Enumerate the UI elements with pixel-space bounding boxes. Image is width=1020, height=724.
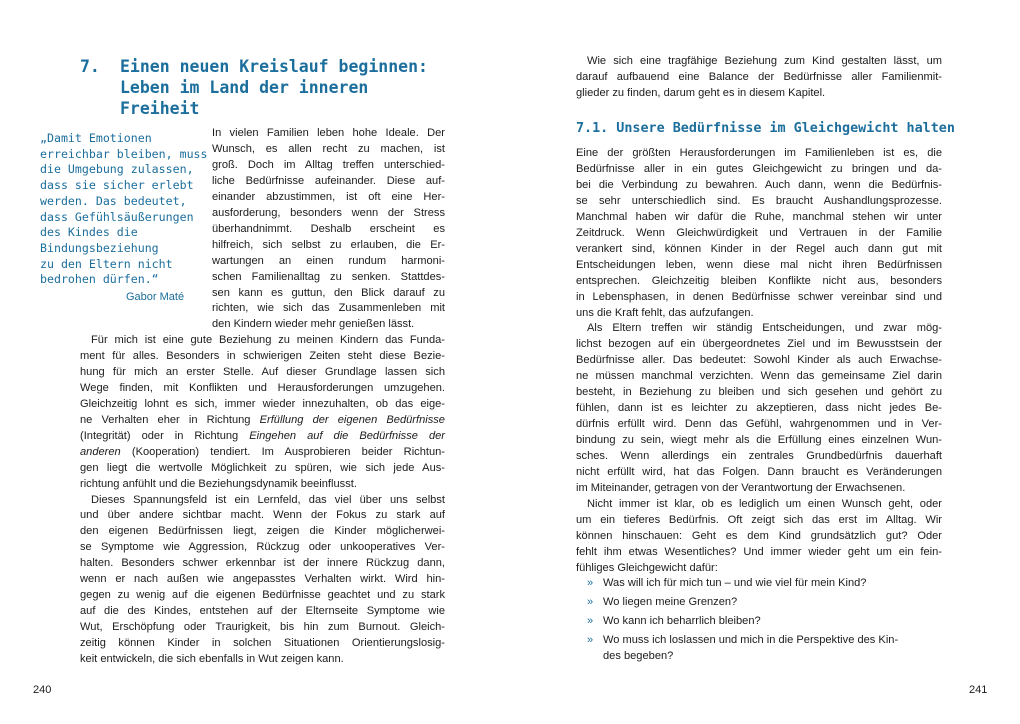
text-line: In vielen Familien leben hohe Ideale. Der	[212, 127, 445, 139]
text-line	[80, 413, 445, 429]
bullet-marker-icon: »	[587, 633, 594, 646]
text-line: dürfnis erfüllt wird. Denn das Gefühl, wahrgenommen und in Ver-	[576, 418, 942, 431]
text-line: fühliges Gleichgewicht dafür:	[576, 561, 718, 574]
text-line: auf die des Kindes, entstehen auf der Elternseite Symptome wie	[80, 605, 445, 618]
pull-quote	[40, 131, 210, 303]
list-item	[576, 614, 956, 630]
text-line: liche Bedürfnisse aufeinander. Diese auf-	[212, 174, 445, 187]
chapter-title-line: Leben im Land der inneren	[120, 78, 369, 97]
text-line: Gleichzeitig lohnt es sich, immer wieder innezuhalten, ob das eige-	[80, 397, 445, 410]
text-line: wartungen an einen rundum harmoni-	[212, 254, 445, 267]
text-line: Entscheidungen leben, wenn diese mal nicht ihren Bedürfnissen	[576, 258, 942, 271]
text-line: in Lebensphasen, in denen Bedürfnisse schwer vereinbar sind und	[576, 290, 942, 303]
page-number: 240	[33, 684, 52, 696]
text-line: gegen zu wenig auf die eigenen Bedürfnisse geachtet und zu stark	[80, 589, 445, 602]
list-item-text: Wo muss ich loslassen und mich in die Perspektive des Kin- des begeben?	[603, 633, 899, 662]
emphasis: anderen	[80, 445, 121, 458]
text-line: Bedürfnisse aller. Das bedeutet: Sowohl Kinder als auch Erwachse-	[576, 354, 942, 367]
chapter-title-line: Freiheit	[120, 99, 200, 118]
page-number: 241	[969, 684, 988, 696]
text-line: können hinschauen: Geht es dem Kind grundsätzlich gut? Oder	[576, 529, 942, 542]
list-item-text: Wo kann ich beharrlich bleiben?	[603, 614, 761, 627]
text-line: richten, wie sich das Zusammenleben mit	[212, 302, 445, 315]
quote-line: Bindungsbeziehung	[40, 240, 159, 255]
text-line: besteht, in Beziehung zu bleiben und sich gesehen und gehört zu	[576, 386, 942, 399]
text-line: zeitig können Kinder in solchen Situationen Orientierungslosig-	[80, 637, 445, 650]
text-line: ment für alles. Besonders in schwierigen Zeiten steht diese Bezie-	[80, 349, 445, 362]
right-page	[510, 0, 1020, 724]
quote-line: dass Gefühlsäußerungen	[40, 209, 194, 224]
quote-line: „Damit Emotionen	[40, 131, 152, 145]
text-line: ausforderung, besonders wenn der Stress	[212, 206, 445, 219]
bullet-marker-icon: »	[587, 614, 594, 627]
text-line: se Symptome wie Aggression, Rückzug oder unkooperatives Ver-	[80, 541, 445, 554]
emphasis: Eingehen auf die Bedürfnisse der	[249, 429, 445, 442]
text-line: darauf aufbauend eine Balance der Bedürfnisse aller Familienmit-	[576, 70, 942, 83]
chapter-intro	[576, 54, 942, 102]
text-line: Als Eltern treffen wir ständig Entscheidungen, und zwar mög-	[587, 322, 942, 335]
text-line: bei die Verbindung zu bewahren. Auch dann, wenn die Bedürfnis-	[576, 178, 942, 191]
question-list	[576, 576, 956, 668]
text-line: wenn er nach außen wie angepasstes Verhalten wirkt. Wird hin-	[80, 573, 445, 586]
text-line: schen Familienalltag zu senken. Stattdes-	[212, 270, 445, 283]
text-line: Manchmal haben wir dafür die Ruhe, manchmal stehen wir unter	[576, 210, 942, 223]
chapter-number: 7.	[80, 57, 100, 76]
text-line: Wie sich eine tragfähige Beziehung zum Kind gestalten lässt, um	[587, 55, 942, 67]
left-body	[80, 333, 445, 668]
quote-line: werden. Das bedeutet,	[40, 193, 187, 208]
quote-author: Gabor Maté	[126, 291, 185, 303]
text-line: einander abzustimmen, ist oft eine Her-	[212, 190, 445, 203]
text-run: (Integrität) oder in Richtung	[80, 429, 250, 442]
text-run: ne Verhalten eher in Richtung	[80, 413, 260, 426]
list-item-text: Was will ich für mich tun – und wie viel für mein Kind?	[603, 577, 867, 589]
text-line	[80, 445, 445, 461]
text-line: Zeitdruck. Wenn Gleichwürdigkeit und Vertrauen in der Familie	[576, 226, 942, 239]
list-item	[576, 633, 956, 665]
text-line: gen liegt die wertvolle Möglichkeit zu spüren, wie sich jede Aus-	[80, 461, 445, 474]
text-line: den Kindern wieder mehr genießen lässt.	[212, 318, 415, 331]
text-line	[80, 429, 445, 445]
text-line: Nicht immer ist klar, ob es lediglich um einen Wunsch geht, oder	[587, 497, 942, 510]
text-line: nicht erfüllt wird, hat das Folgen. Dann braucht es Veränderungen	[576, 466, 942, 479]
text-line: halten. Besonders schwer erkennbar ist der innere Rückzug dann,	[80, 557, 445, 570]
text-run: (Kooperation) tendiert. Im Ausprobieren beider Richtun-	[120, 445, 445, 458]
list-item	[576, 595, 956, 611]
text-line: richtung anfühlt und die Beziehungsdynamik beeinflusst.	[80, 477, 357, 490]
bullet-marker-icon: »	[587, 577, 594, 589]
text-line: den eigenen Bedürfnissen liegt, zeigen die Kinder möglicherwei-	[80, 525, 445, 538]
text-line: Dieses Spannungsfeld ist ein Lernfeld, das viel über uns selbst	[91, 493, 445, 506]
text-line: entsprechen. Gleichzeitig bleiben Konflikte nicht aus, besonders	[576, 274, 942, 287]
quote-line: erreichbar bleiben, muss	[40, 146, 208, 161]
text-line: Wege finden, mit Konflikten und Herausforderungen umzugehen.	[80, 381, 445, 394]
text-line: im Miteinander, getragen von der Verantwortung der Erwachsenen.	[576, 482, 906, 495]
text-line: und über andere sichtbar macht. Wenn der Fokus zu stark auf	[80, 509, 445, 522]
section-title: 7.1. Unsere Bedürfnisse im Gleichgewicht halten	[576, 121, 955, 136]
quote-line: des Kindes die	[40, 225, 138, 240]
text-line: sen kann es guttun, den Blick darauf zu	[212, 286, 445, 299]
intro-column	[212, 126, 445, 333]
text-line: Wunsch, es allen recht zu machen, ist	[212, 142, 445, 155]
quote-line: bedrohen dürfen.“	[40, 272, 159, 287]
quote-line: dass sie sicher erlebt	[40, 178, 194, 193]
bullet-marker-icon: »	[587, 595, 594, 608]
text-line: glieder zu finden, darum geht es in diesem Kapitel.	[576, 86, 826, 99]
quote-line: die Umgebung zulassen,	[40, 162, 194, 177]
text-line: Bedürfnisse aller in ein gutes Gleichgewicht zu bringen und da-	[576, 162, 942, 175]
text-line: keit entwickeln, die sich ebenfalls in Wut zeigen kann.	[80, 653, 344, 666]
text-line: Für mich ist eine gute Beziehung zu meinen Kindern das Funda-	[91, 334, 445, 346]
text-line: groß. Doch im Alltag treffen unterschied-	[212, 158, 445, 171]
quote-line: zu den Eltern nicht	[40, 256, 173, 271]
text-line: se sehr unterschiedlich sind. Es braucht Aushandlungsprozesse.	[576, 194, 942, 207]
text-line: Eine der größten Herausforderungen im Familienleben ist es, die	[576, 147, 942, 159]
text-line: ne müssen manchmal verzichten. Wenn das gemeinsame Ziel darin	[576, 370, 942, 383]
text-line: Wut, Erschöpfung oder Traurigkeit, bis hin zum Burnout. Gleich-	[80, 621, 445, 634]
text-line: sches. Wenn allerdings ein zentrales Grundbedürfnis dauerhaft	[576, 450, 942, 463]
text-line: bindung zu sein, wiegt mehr als die Erfüllung eines einzelnen Wun-	[576, 434, 942, 447]
text-line: verankert sind, können Kinder in der Regel auch dann gut mit	[576, 242, 942, 255]
text-line: fehlt ihm etwas Wesentliches? Und immer wieder geht um ein fein-	[576, 545, 942, 558]
list-item-text: Wo liegen meine Grenzen?	[603, 595, 738, 608]
text-line: hung für mich an erster Stelle. Auf dieser Grundlage lassen sich	[80, 365, 445, 378]
emphasis: Erfüllung der eigenen Bedürfnisse	[259, 413, 445, 426]
text-line: lichst bezogen auf ein übergeordnetes Ziel und im Bewusstsein der	[576, 338, 942, 351]
text-line: fühlen, dann ist es leichter zu akzeptieren, dass nicht jedes Be-	[576, 402, 942, 415]
list-item	[576, 576, 956, 592]
chapter-title-line: Einen neuen Kreislauf beginnen:	[120, 57, 428, 76]
text-line: überhandnimmt. Deshalb erscheint es	[212, 222, 445, 235]
text-line: hilfreich, sich selbst zu erlauben, die Er-	[212, 238, 445, 251]
text-line: um ein tieferes Bedürfnis. Oft zeigt sich das erst im Alltag. Wir	[576, 513, 942, 526]
right-body	[576, 146, 942, 577]
text-line: uns die Kraft fehlt, das aufzufangen.	[576, 306, 754, 319]
